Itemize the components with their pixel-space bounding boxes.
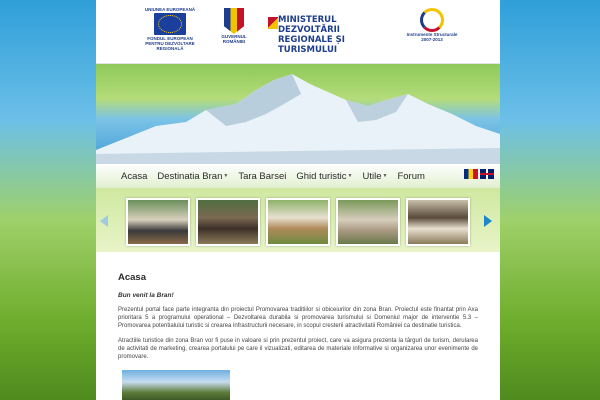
language-switcher	[464, 169, 494, 179]
structural-instruments-logo[interactable]	[404, 8, 460, 42]
gallery-thumbnail[interactable]	[196, 198, 260, 246]
structural-instruments-caption: Instrumente Structurale 2007-2013	[406, 32, 458, 42]
nav-item-label: Acasa	[121, 170, 148, 182]
english-flag-icon[interactable]	[480, 169, 494, 179]
structural-instruments-icon	[420, 8, 444, 32]
gallery-thumbnail[interactable]	[126, 198, 190, 246]
gallery-thumbnail[interactable]	[266, 198, 330, 246]
page-title: Acasa	[118, 272, 146, 283]
government-logo[interactable]	[216, 8, 252, 44]
chevron-down-icon: ▼	[223, 173, 229, 179]
intro-paragraph: Prezentul portal face parte integranta din proiectul Promovarea traditiilor si obiceiurilor din zona Bran. Proiectul este finantat prin Axa prioritara 5 a programului operational – Dezvoltarea durabila si promovarea turismului si Domeniul major de interventie 5.3 – Promovarea potentialului turistic si crearea infrastructurii necesare, in scopul cresterii atractivitatii României ca destinatie turistica.	[118, 307, 478, 329]
chevron-down-icon: ▼	[382, 173, 388, 179]
nav-item-utile[interactable]	[357, 171, 392, 182]
nav-item-destinatia-bran[interactable]	[152, 171, 233, 182]
gallery-prev-arrow-icon[interactable]	[100, 215, 108, 227]
ministry-logo-line1: MINISTERUL DEZVOLTĂRII	[278, 15, 340, 35]
attractions-paragraph: Atractiile turistice din zona Bran vor fi puse in valoare si prin prezentul proiect, care va asigura prezenta la târguri de turism, derularea de activitati de marketing, crearea portalului pe care il vizualizati, editarea de materiale informative si organizarea unor evenimente de promovare.	[118, 338, 478, 360]
eu-logo[interactable]	[136, 7, 204, 51]
sponsor-logos-bar	[96, 0, 500, 64]
hero-mountains-banner	[96, 64, 500, 164]
eu-logo-title: UNIUNEA EUROPEANĂ	[144, 7, 196, 12]
nav-item-label: Utile	[362, 170, 382, 182]
chevron-down-icon: ▼	[347, 173, 353, 179]
main-content	[108, 264, 488, 400]
eu-flag-icon	[154, 13, 186, 35]
main-navigation	[96, 164, 500, 188]
nav-item-ghid-turistic[interactable]	[291, 171, 357, 182]
gallery-next-arrow-icon[interactable]	[484, 215, 492, 227]
nav-item-label: Destinatia Bran	[157, 170, 223, 182]
menu-bar	[116, 164, 430, 188]
nav-item-acasa[interactable]	[116, 171, 152, 182]
nav-item-label: Tara Barsei	[238, 170, 287, 182]
romanian-flag-icon[interactable]	[464, 169, 478, 179]
government-logo-caption: GUVERNUL ROMÂNIEI	[221, 34, 247, 44]
nav-item-forum[interactable]	[392, 171, 429, 182]
nav-item-tara-barsei[interactable]	[233, 171, 291, 182]
ministry-logo-line2: REGIONALE ȘI TURISMULUI	[278, 35, 345, 55]
gallery-thumbnail[interactable]	[336, 198, 400, 246]
coat-of-arms-icon	[224, 8, 244, 34]
welcome-subtitle: Bun venit la Bran!	[118, 292, 174, 299]
ministry-logo[interactable]	[268, 15, 392, 55]
photo-gallery-strip	[96, 188, 500, 252]
mountains-photo	[122, 370, 230, 400]
gallery-thumbnail[interactable]	[406, 198, 470, 246]
nav-item-label: Ghid turistic	[296, 170, 347, 182]
eu-logo-caption: FONDUL EUROPEAN PENTRU DEZVOLTARE REGIONALĂ	[145, 36, 195, 51]
mountain-landscape-image	[96, 64, 500, 164]
ministry-mark-icon	[268, 17, 278, 29]
nav-item-label: Forum	[397, 170, 425, 182]
